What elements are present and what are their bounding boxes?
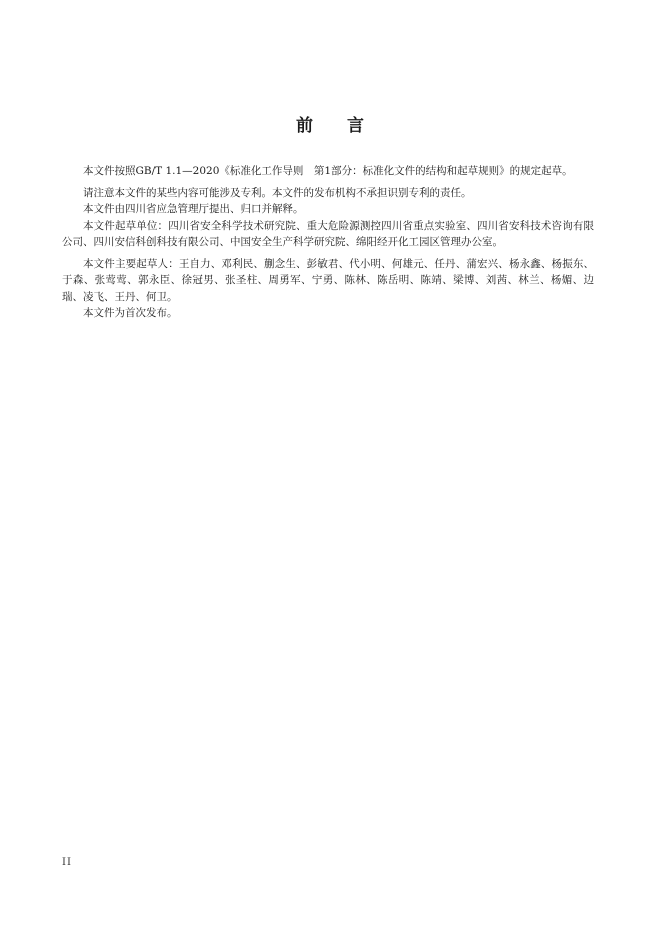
paragraph-drafting-rules: 本文件按照GB/T 1.1—2020《标准化工作导则 第1部分：标准化文件的结构和起草规则》的规定起草。	[83, 165, 573, 177]
page-number: II	[62, 857, 72, 868]
paragraph-proposer: 本文件由四川省应急管理厅提出、归口并解释。	[83, 203, 304, 215]
paragraph-first-release: 本文件为首次发布。	[83, 307, 178, 319]
foreword-body	[62, 163, 594, 322]
paragraph-drafters: 本文件主要起草人：王自力、邓利民、蒯念生、彭敏君、代小明、何雄元、任丹、蒲宏兴、杨永鑫、杨振东、于森、张莺莺、郭永臣、徐冠男、张圣柱、周勇军、宁勇、陈林、陈岳明、陈靖、梁博、刘茜、林兰、杨媚、边瑞、凌飞、王丹、何卫。	[62, 257, 594, 303]
paragraph-drafting-units: 本文件起草单位：四川省安全科学技术研究院、重大危险源测控四川省重点实验室、四川省安科技术咨询有限公司、四川安信科创科技有限公司、中国安全生产科学研究院、绵阳经开化工园区管理办公室。	[62, 219, 594, 248]
paragraph-patent-notice: 请注意本文件的某些内容可能涉及专利。本文件的发布机构不承担识别专利的责任。	[83, 186, 472, 199]
page-title: 前 言	[296, 116, 378, 136]
